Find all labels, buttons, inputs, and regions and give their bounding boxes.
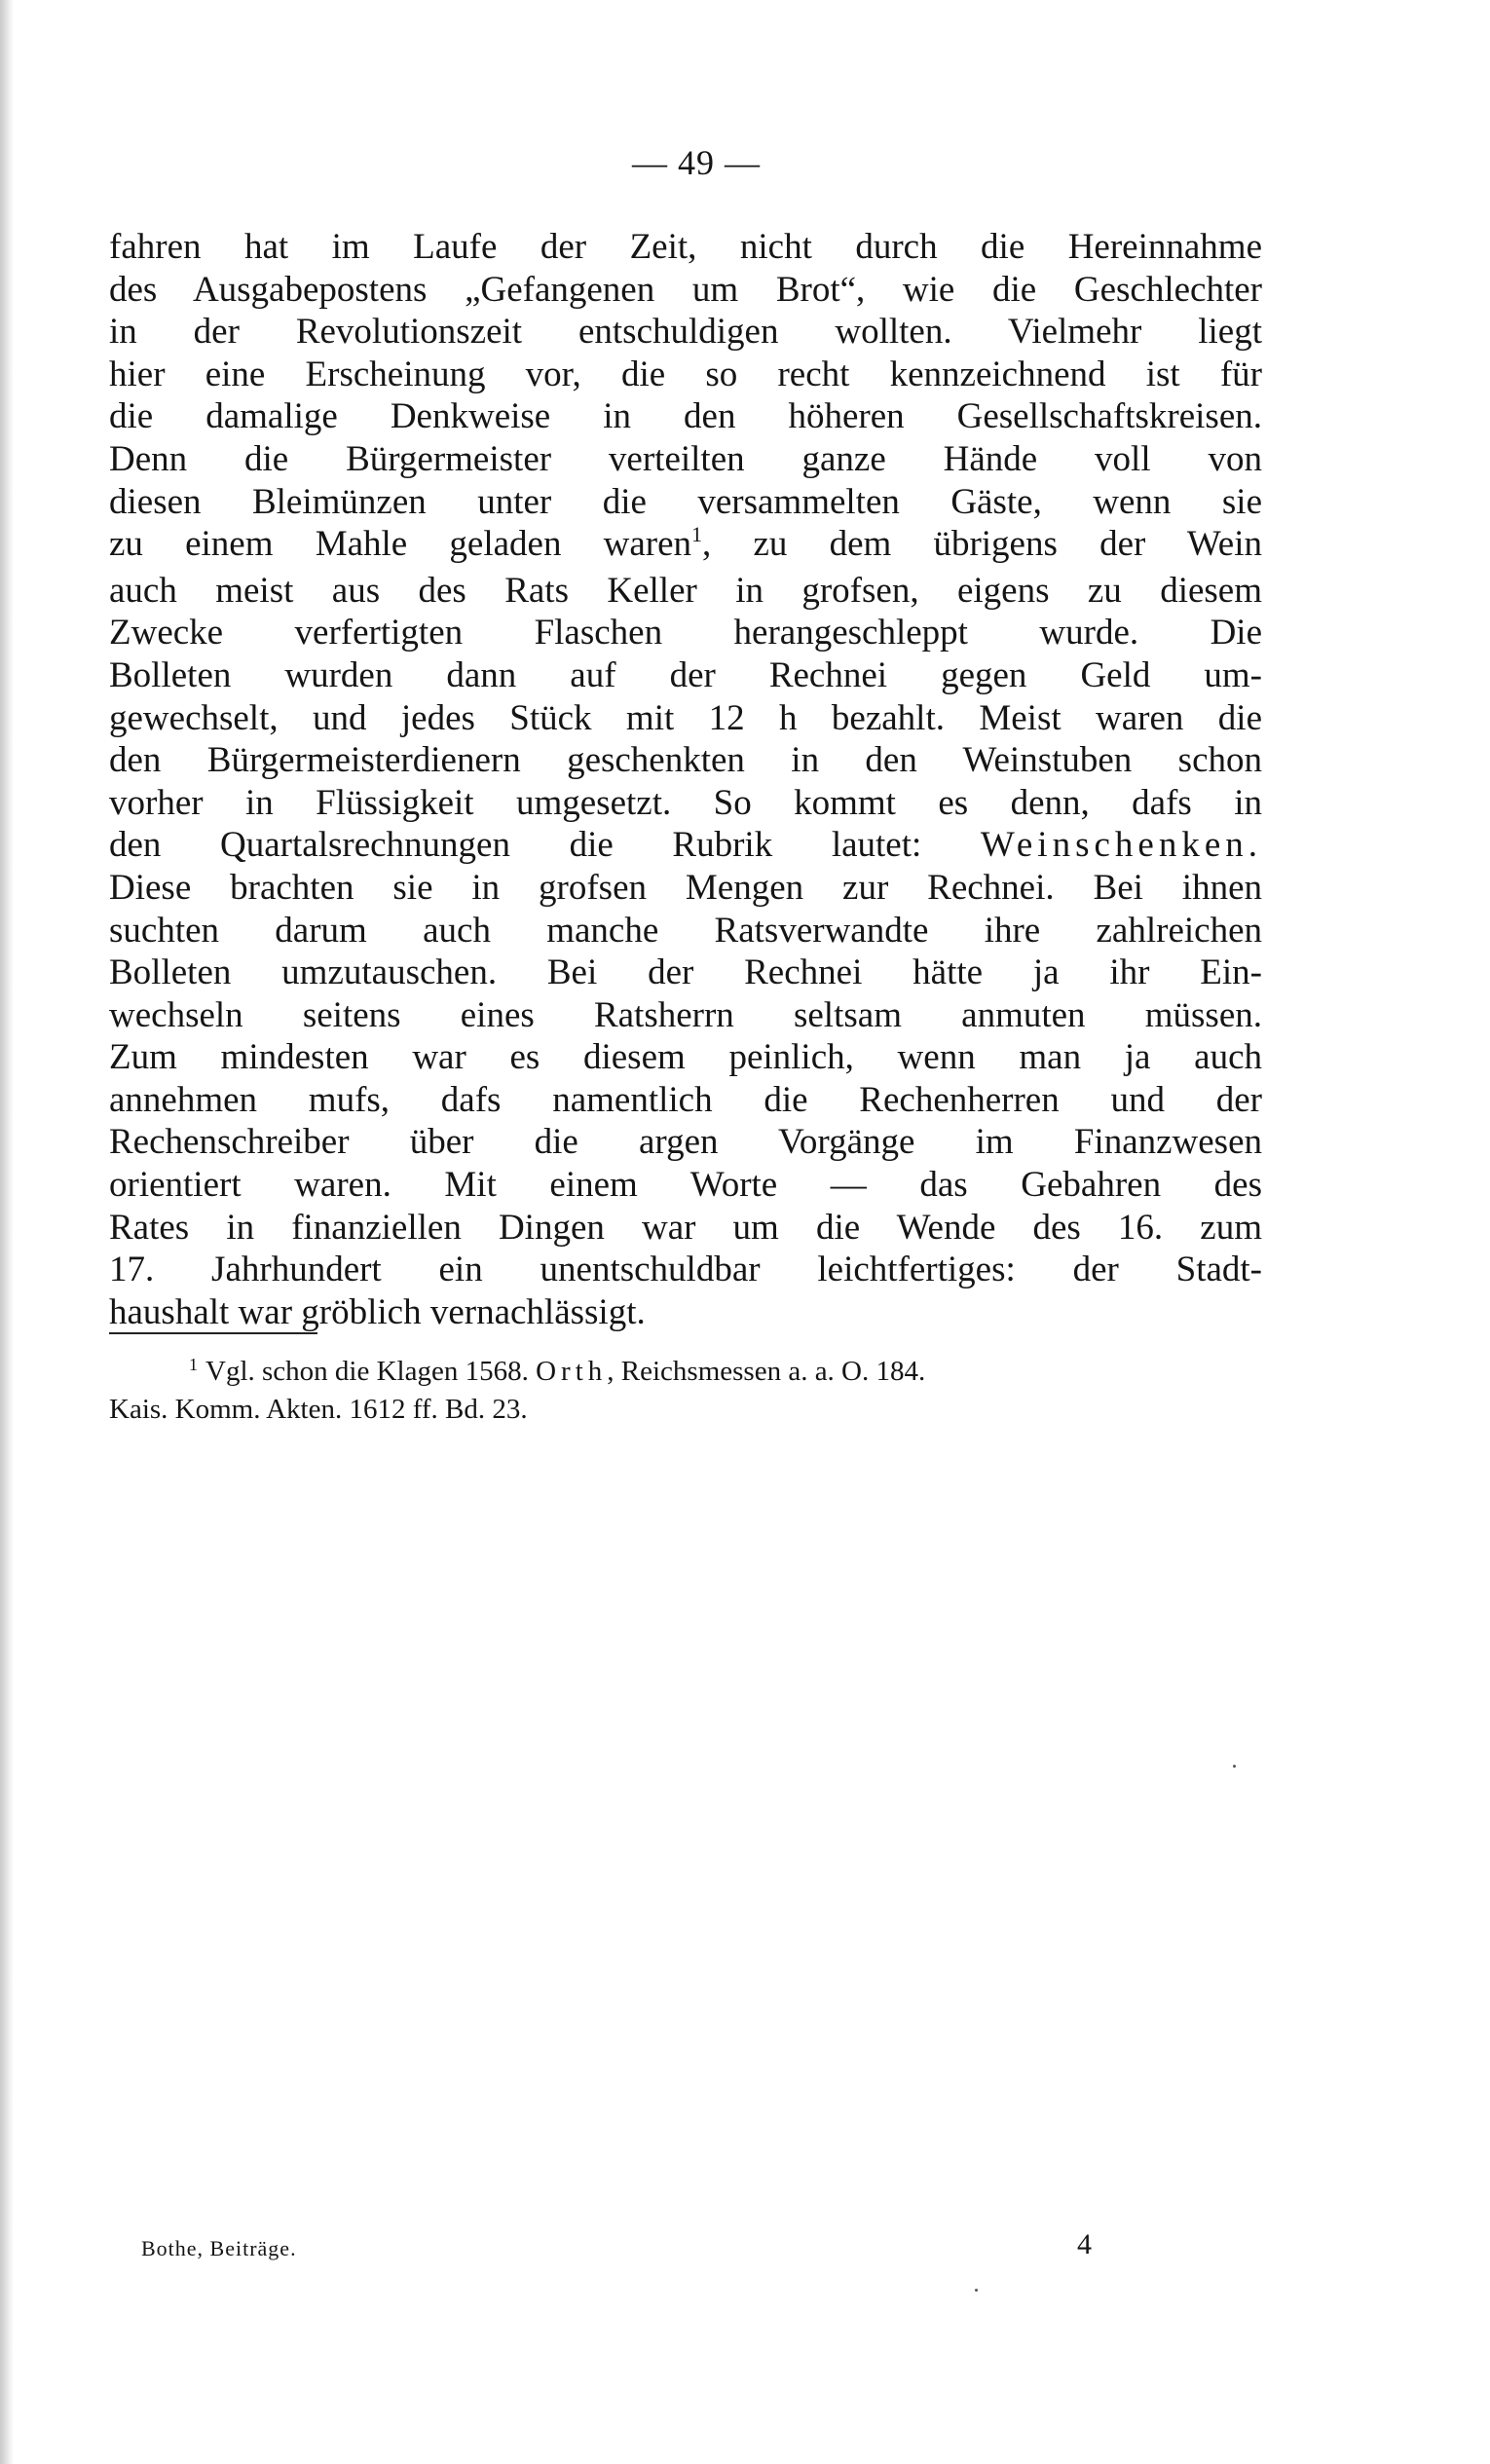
text-segment: Rates in finanziellen Dingen war um die Wende des 16. zum: [109, 1207, 1262, 1248]
footnote-line: [109, 1354, 1262, 1392]
text-segment: annehmen mufs, dafs namentlich die Rechenherren und der: [109, 1079, 1262, 1120]
footnote-reference: 1: [691, 522, 703, 547]
text-line: [109, 824, 1262, 867]
text-line: [109, 1121, 1262, 1164]
text-segment: auch meist aus des Rats Keller in grofsen, eigens zu diesem: [109, 570, 1262, 611]
text-segment: , zu dem übrigens der Wein: [702, 524, 1262, 565]
text-line: [109, 354, 1262, 396]
spaced-emphasis: Weinschenken.: [980, 825, 1262, 866]
text-segment: hier eine Erscheinung vor, die so recht kennzeichnend ist für: [109, 354, 1262, 394]
text-line: [109, 395, 1262, 438]
text-line: [109, 1079, 1262, 1122]
body-text: [109, 226, 1262, 1333]
text-segment: des Ausgabepostens „Gefangenen um Brot“, wie die Geschlechter: [109, 269, 1262, 310]
text-line: [109, 867, 1262, 910]
text-segment: den Quartalsrechnungen die Rubrik lautet:: [109, 825, 981, 866]
text-line: [109, 570, 1262, 613]
text-segment: diesen Bleimünzen unter die versammelten Gäste, wenn sie: [109, 481, 1262, 522]
footnote-number: 1: [189, 1355, 198, 1374]
text-line: [109, 994, 1262, 1037]
text-segment: haushalt war gröblich vernachlässigt.: [109, 1291, 646, 1332]
text-segment: den Bürgermeisterdienern geschenkten in den Weinstuben schon: [109, 740, 1262, 781]
text-segment: orientiert waren. Mit einem Worte — das Gebahren des: [109, 1165, 1262, 1206]
text-segment: 17. Jahrhundert ein unentschuldbar leichtfertiges: der Stadt-: [109, 1250, 1262, 1290]
text-line: [109, 910, 1262, 952]
text-segment: , Reichsmessen a. a. O. 184.: [607, 1356, 926, 1387]
text-line: [109, 952, 1262, 994]
text-segment: Bolleten wurden dann auf der Rechnei gegen Geld um-: [109, 654, 1262, 695]
text-line: [109, 739, 1262, 782]
sheet-number: 4: [1077, 2228, 1092, 2260]
text-line: [109, 1249, 1262, 1291]
text-segment: die damalige Denkweise in den höheren Gesellschaftskreisen.: [109, 396, 1262, 437]
text-segment: Denn die Bürgermeister verteilten ganze Hände voll von: [109, 438, 1262, 479]
footnote: [109, 1354, 1262, 1427]
text-line: [109, 697, 1262, 740]
text-segment: Rechenschreiber über die argen Vorgänge im Finanzwesen: [109, 1122, 1262, 1163]
footnote-rule: [109, 1332, 317, 1334]
text-line: [109, 311, 1262, 354]
text-line: [109, 1291, 1262, 1334]
spaced-emphasis: Orth: [536, 1356, 608, 1387]
scan-speck: [1233, 1765, 1236, 1768]
footnote-line: [109, 1392, 1262, 1427]
text-line: [109, 438, 1262, 481]
text-segment: Kais. Komm. Akten. 1612 ff. Bd. 23.: [109, 1394, 528, 1425]
text-line: [109, 782, 1262, 825]
text-segment: gewechselt, und jedes Stück mit 12 h bezahlt. Meist waren die: [109, 697, 1262, 738]
text-line: [109, 226, 1262, 269]
text-segment: Zwecke verfertigten Flaschen herangeschleppt wurde. Die: [109, 613, 1262, 653]
page-number: — 49 —: [632, 143, 761, 182]
text-line: [109, 1036, 1262, 1079]
text-segment: Vgl. schon die Klagen 1568.: [205, 1356, 537, 1387]
scan-speck: [975, 2289, 978, 2292]
text-line: [109, 523, 1262, 570]
text-line: [109, 612, 1262, 654]
text-line: [109, 1207, 1262, 1250]
text-segment: Zum mindesten war es diesem peinlich, wenn man ja auch: [109, 1037, 1262, 1078]
text-segment: vorher in Flüssigkeit umgesetzt. So kommt es denn, dafs in: [109, 782, 1262, 823]
text-line: [109, 1164, 1262, 1207]
text-segment: Diese brachten sie in grofsen Mengen zur Rechnei. Bei ihnen: [109, 867, 1262, 908]
text-line: [109, 481, 1262, 524]
scan-edge-shadow: [0, 0, 14, 2464]
text-segment: in der Revolutionszeit entschuldigen wollten. Vielmehr liegt: [109, 312, 1262, 353]
text-segment: Bolleten umzutauschen. Bei der Rechnei hätte ja ihr Ein-: [109, 952, 1262, 993]
text-line: [109, 269, 1262, 312]
text-segment: wechseln seitens eines Ratsherrn seltsam anmuten müssen.: [109, 994, 1262, 1035]
signature-mark: Bothe, Beiträge.: [141, 2236, 297, 2260]
text-segment: fahren hat im Laufe der Zeit, nicht durch die Hereinnahme: [109, 227, 1262, 267]
text-line: [109, 654, 1262, 697]
text-segment: zu einem Mahle geladen waren: [109, 524, 692, 565]
text-segment: suchten darum auch manche Ratsverwandte ihre zahlreichen: [109, 910, 1262, 951]
